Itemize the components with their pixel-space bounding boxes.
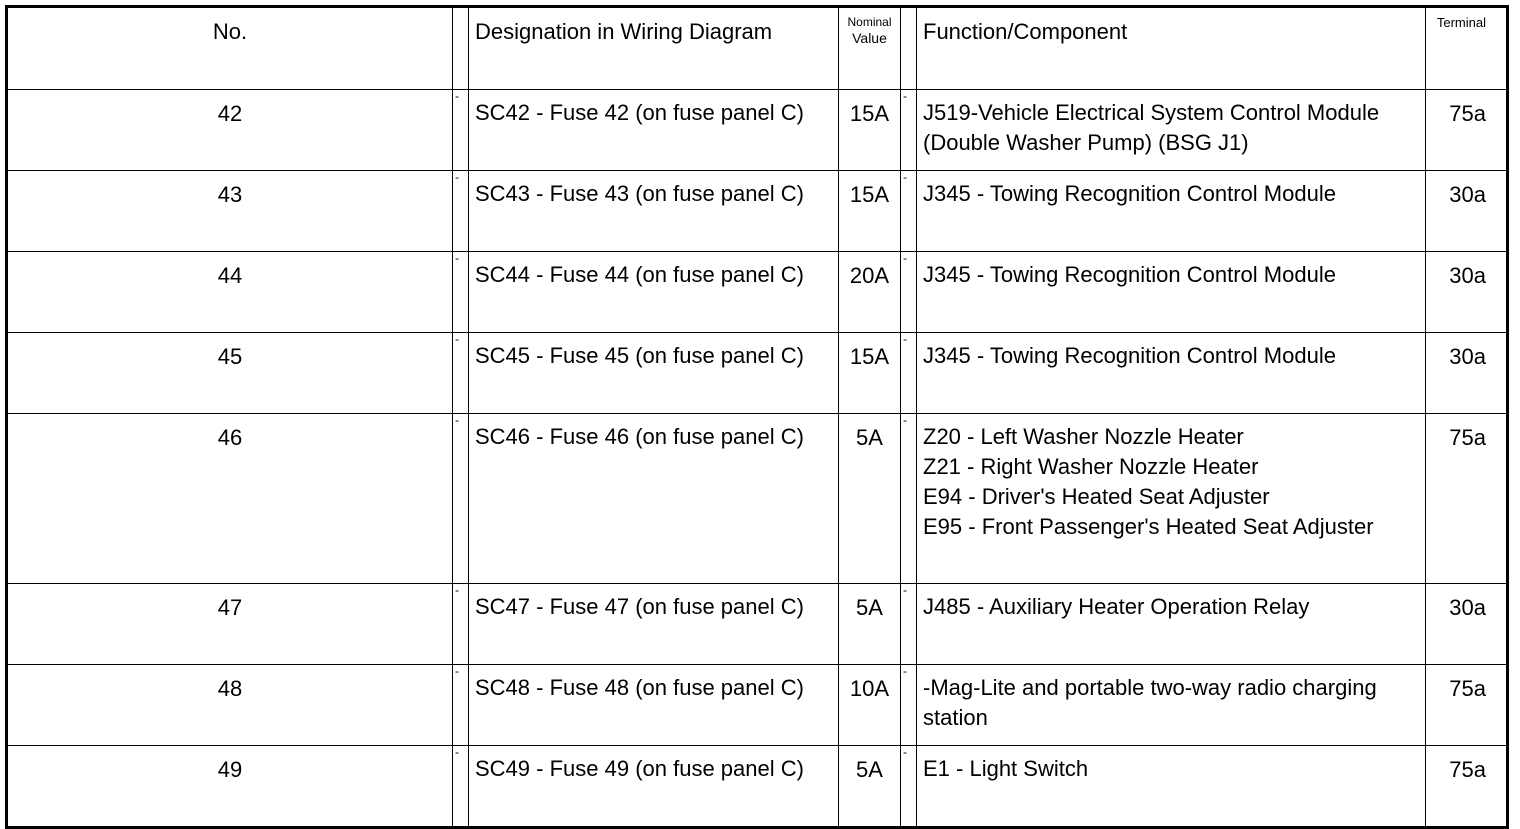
header-row — [7, 7, 1508, 90]
designation: SC47 - Fuse 47 (on fuse panel C) — [469, 584, 839, 665]
table-row — [7, 171, 1508, 252]
table-row — [7, 746, 1508, 828]
marker-cell — [453, 171, 469, 252]
fuse-number: 42 — [7, 90, 453, 171]
header-terminal: Terminal — [1426, 7, 1508, 90]
header-spacer — [453, 7, 469, 90]
designation: SC48 - Fuse 48 (on fuse panel C) — [469, 665, 839, 746]
header-nominal-line1: Nominal — [847, 15, 892, 29]
marker-2: - — [903, 251, 907, 265]
marker-cell — [453, 90, 469, 171]
nominal-value: 15A — [839, 171, 901, 252]
terminal: 75a — [1426, 746, 1508, 828]
marker: - — [455, 413, 459, 427]
marker-cell-2 — [901, 665, 917, 746]
terminal: 30a — [1426, 584, 1508, 665]
function-line: J345 - Towing Recognition Control Module — [923, 262, 1336, 287]
function-component — [917, 584, 1426, 665]
marker-cell-2 — [901, 171, 917, 252]
marker-cell-2 — [901, 252, 917, 333]
function-line: E94 - Driver's Heated Seat Adjuster — [923, 484, 1270, 509]
marker-2: - — [903, 332, 907, 346]
marker-2: - — [903, 583, 907, 597]
function-component — [917, 665, 1426, 746]
designation: SC42 - Fuse 42 (on fuse panel C) — [469, 90, 839, 171]
function-line: E1 - Light Switch — [923, 756, 1089, 781]
fuse-number: 44 — [7, 252, 453, 333]
table-row — [7, 665, 1508, 746]
header-spacer-2 — [901, 7, 917, 90]
marker-cell-2 — [901, 414, 917, 584]
header-function: Function/Component — [917, 7, 1426, 90]
marker-cell-2 — [901, 90, 917, 171]
designation: SC43 - Fuse 43 (on fuse panel C) — [469, 171, 839, 252]
marker-cell-2 — [901, 333, 917, 414]
marker: - — [455, 251, 459, 265]
table-row — [7, 333, 1508, 414]
table-row — [7, 252, 1508, 333]
marker: - — [455, 89, 459, 103]
terminal: 30a — [1426, 252, 1508, 333]
terminal: 75a — [1426, 414, 1508, 584]
fuse-number: 49 — [7, 746, 453, 828]
nominal-value: 10A — [839, 665, 901, 746]
function-component — [917, 90, 1426, 171]
marker-2: - — [903, 745, 907, 759]
nominal-value: 5A — [839, 414, 901, 584]
nominal-value: 15A — [839, 90, 901, 171]
fuse-number: 43 — [7, 171, 453, 252]
function-line: J519-Vehicle Electrical System Control Module (Double Washer Pump) (BSG J1) — [923, 100, 1380, 155]
function-component — [917, 333, 1426, 414]
function-component — [917, 171, 1426, 252]
marker-cell — [453, 746, 469, 828]
marker-cell — [453, 252, 469, 333]
nominal-value: 15A — [839, 333, 901, 414]
table-row — [7, 414, 1508, 584]
marker-2: - — [903, 170, 907, 184]
function-line: J485 - Auxiliary Heater Operation Relay — [923, 594, 1310, 619]
function-line: J345 - Towing Recognition Control Module — [923, 343, 1336, 368]
fuse-table-body — [7, 7, 1508, 828]
marker-cell-2 — [901, 746, 917, 828]
header-nominal — [839, 7, 901, 90]
terminal: 30a — [1426, 333, 1508, 414]
marker: - — [455, 745, 459, 759]
marker: - — [455, 664, 459, 678]
function-component — [917, 252, 1426, 333]
marker-2: - — [903, 413, 907, 427]
nominal-value: 5A — [839, 584, 901, 665]
function-line: -Mag-Lite and portable two-way radio charging station — [923, 675, 1377, 730]
marker-cell — [453, 414, 469, 584]
marker-2: - — [903, 664, 907, 678]
marker: - — [455, 170, 459, 184]
header-designation: Designation in Wiring Diagram — [469, 7, 839, 90]
fuse-number: 45 — [7, 333, 453, 414]
header-nominal-line2: Value — [852, 30, 887, 46]
function-line: Z21 - Right Washer Nozzle Heater — [923, 454, 1259, 479]
fuse-number: 48 — [7, 665, 453, 746]
terminal: 30a — [1426, 171, 1508, 252]
fuse-number: 46 — [7, 414, 453, 584]
designation: SC45 - Fuse 45 (on fuse panel C) — [469, 333, 839, 414]
designation: SC46 - Fuse 46 (on fuse panel C) — [469, 414, 839, 584]
function-component — [917, 414, 1426, 584]
marker-cell — [453, 584, 469, 665]
nominal-value: 20A — [839, 252, 901, 333]
marker-cell-2 — [901, 584, 917, 665]
function-component — [917, 746, 1426, 828]
function-line: Z20 - Left Washer Nozzle Heater — [923, 424, 1244, 449]
marker-2: - — [903, 89, 907, 103]
function-line: E95 - Front Passenger's Heated Seat Adjuster — [923, 514, 1374, 539]
marker: - — [455, 583, 459, 597]
marker-cell — [453, 333, 469, 414]
header-no: No. — [7, 7, 453, 90]
terminal: 75a — [1426, 90, 1508, 171]
designation: SC49 - Fuse 49 (on fuse panel C) — [469, 746, 839, 828]
table-row — [7, 90, 1508, 171]
fuse-table — [5, 5, 1509, 829]
designation: SC44 - Fuse 44 (on fuse panel C) — [469, 252, 839, 333]
fuse-number: 47 — [7, 584, 453, 665]
terminal: 75a — [1426, 665, 1508, 746]
function-line: J345 - Towing Recognition Control Module — [923, 181, 1336, 206]
marker-cell — [453, 665, 469, 746]
marker: - — [455, 332, 459, 346]
table-row — [7, 584, 1508, 665]
nominal-value: 5A — [839, 746, 901, 828]
